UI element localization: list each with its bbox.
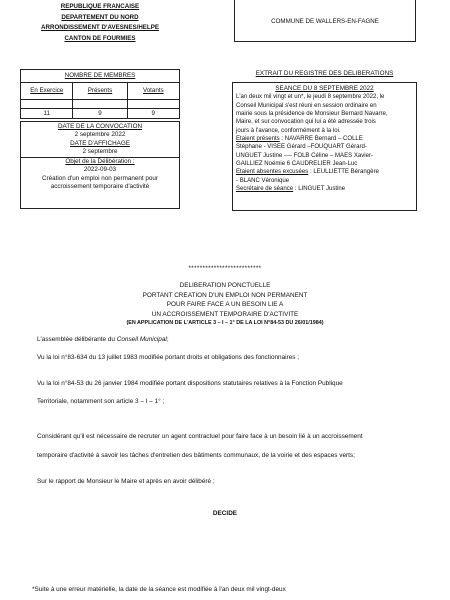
- convocation-date: 2 septembre 2022: [74, 131, 126, 139]
- seance-box: [232, 82, 417, 211]
- members-value-exercice: 11: [21, 109, 73, 119]
- body-paragraph-5: Sur le rapport de Monsieur le Maire et après en avoir délibéré ;: [37, 478, 215, 485]
- presents-names-1: : NAVARRE Bernard – COLLE: [279, 136, 363, 143]
- body-paragraph-2: Vu la loi n°83-634 du 13 juillet 1983 modifiée portant droits et obligations des fonctionnaires ;: [37, 354, 300, 361]
- canton-line: CANTON DE FOURMIES: [64, 34, 136, 42]
- intro-line-5: jours à l'avance, conformément à la loi.: [236, 127, 341, 134]
- objet-line-2: accroissement temporaire d'activité: [50, 183, 150, 191]
- members-value-presents: 9: [73, 109, 127, 119]
- intro-line-3: mairie sous la présidence de Monsieur Bernard Navarre,: [236, 111, 388, 118]
- excuses-names-1: : LEULLIETTE Bérangère: [308, 169, 379, 176]
- commune-name: COMMUNE DE WALLERS-EN-FAGNE: [271, 18, 379, 25]
- decide-heading: DECIDE: [212, 510, 238, 517]
- affichage-date: 2 septembre: [82, 147, 118, 155]
- members-header-presents: Présents: [73, 83, 127, 100]
- excuses-line-2: - BLANC Véronique: [236, 177, 290, 184]
- intro-line-1: L'an deux mil vingt et un*, le jeudi 8 septembre 2022, le: [236, 94, 385, 101]
- objet-line-1: Création d'un emploi non permanent pour: [41, 174, 159, 182]
- excuses-label: Etaient absentes excusées: [236, 169, 309, 176]
- republic-line: REPUBLIQUE FRANCAISE: [60, 3, 140, 10]
- deliberation-title-line-1: DELIBERATION PONCTUELLE: [179, 282, 271, 289]
- members-header-exercice: En Exercice: [21, 83, 73, 100]
- objet-date: 2022-09-03: [83, 166, 117, 174]
- members-table: [20, 69, 180, 119]
- stars-separator: **************************: [188, 265, 262, 272]
- presents-line-3: UNGUET Justine ---- FOLB Céline – MAES Xavier-: [236, 152, 373, 159]
- deliberation-title-line-3: POUR FAIRE FACE A UN BESOIN LIE A: [166, 301, 284, 309]
- header-left: [20, 2, 180, 44]
- deliberation-title: [0, 281, 450, 329]
- body-paragraph-1: [37, 336, 169, 344]
- members-title: NOMBRE DE MEMBRES: [21, 70, 180, 83]
- extract-title: EXTRAIT DU REGISTRE DES DELIBERATIONS: [255, 70, 394, 77]
- department-line: DEPARTEMENT DU NORD: [61, 13, 139, 21]
- deliberation-title-line-4: UN ACCROISSEMENT TEMPORAIRE D'ACTIVITE: [151, 310, 299, 318]
- body-paragraph-3-line-1: Vu la loi n°84-53 du 26 janvier 1984 modifiée portant dispositions statutaires relatives à la Fonction Publique: [37, 380, 343, 387]
- p1-italic: Conseil Municipal: [116, 336, 167, 343]
- seance-title: SEANCE DU 8 SEPTEMBRE 2022: [275, 85, 374, 92]
- arrondissement-line: ARRONDISSEMENT D'AVESNES/HELPE: [41, 24, 159, 31]
- secretaire-line: [236, 185, 413, 193]
- presents-line-4: GAILLIEZ Noémie 6 CAUDRELIER Jean-Luc: [236, 161, 358, 168]
- presents-line-1: [236, 135, 413, 143]
- secretaire-label: Secrétaire de séance: [236, 186, 294, 193]
- intro-line-2: Conseil Municipal s'est réuni en session ordinaire en: [236, 102, 377, 109]
- commune-box: [234, 0, 416, 42]
- footnote: *Suite à une erreur matérielle, la date de la séance est modifiée à l'an deux mil vingt-deux: [32, 586, 286, 593]
- intro-line-4: Maire, et sur convocation qui lui a été adressée trois: [236, 119, 376, 126]
- presents-label: Etaient présents: [236, 136, 280, 143]
- objet-title: Objet de la Délibération :: [21, 157, 179, 166]
- legal-reference: (EN APPLICATION DE L'ARTICLE 3 – I – 1° DE LA LOI N°84-53 DU 26/01/1984): [126, 320, 324, 327]
- affichage-title: DATE D'AFFICHAGE: [70, 139, 130, 147]
- members-header-votants: Votants: [127, 83, 179, 100]
- deliberation-title-line-2: PORTANT CREATION D'UN EMPLOI NON PERMANENT: [142, 291, 308, 299]
- p1-end: ;: [166, 336, 169, 343]
- body-paragraph-4-line-1: Considérant qu'il est nécessaire de recruter un agent contractuel pour faire face à un besoin lié à un accroissement: [37, 433, 363, 440]
- p1-text: L'assemblée délibérante du: [37, 336, 117, 343]
- excuses-line-1: [236, 168, 413, 176]
- convocation-box: [20, 121, 180, 209]
- presents-line-2: Stéphane - VISEE Gérard –FOUQUART Gérard-: [236, 144, 367, 151]
- secretaire-value: : LINGUET Justine: [293, 186, 346, 193]
- body-paragraph-4-line-2: temporaire d'activité à savoir les tâches d'entretien des bâtiments communaux, de la voirie et des espaces verts;: [37, 452, 355, 459]
- members-value-votants: 9: [127, 109, 179, 119]
- body-paragraph-3-line-2: Territoriale, notamment son article 3 – I – 1° ;: [37, 398, 165, 405]
- convocation-title: DATE DE LA CONVOCATION: [57, 123, 143, 130]
